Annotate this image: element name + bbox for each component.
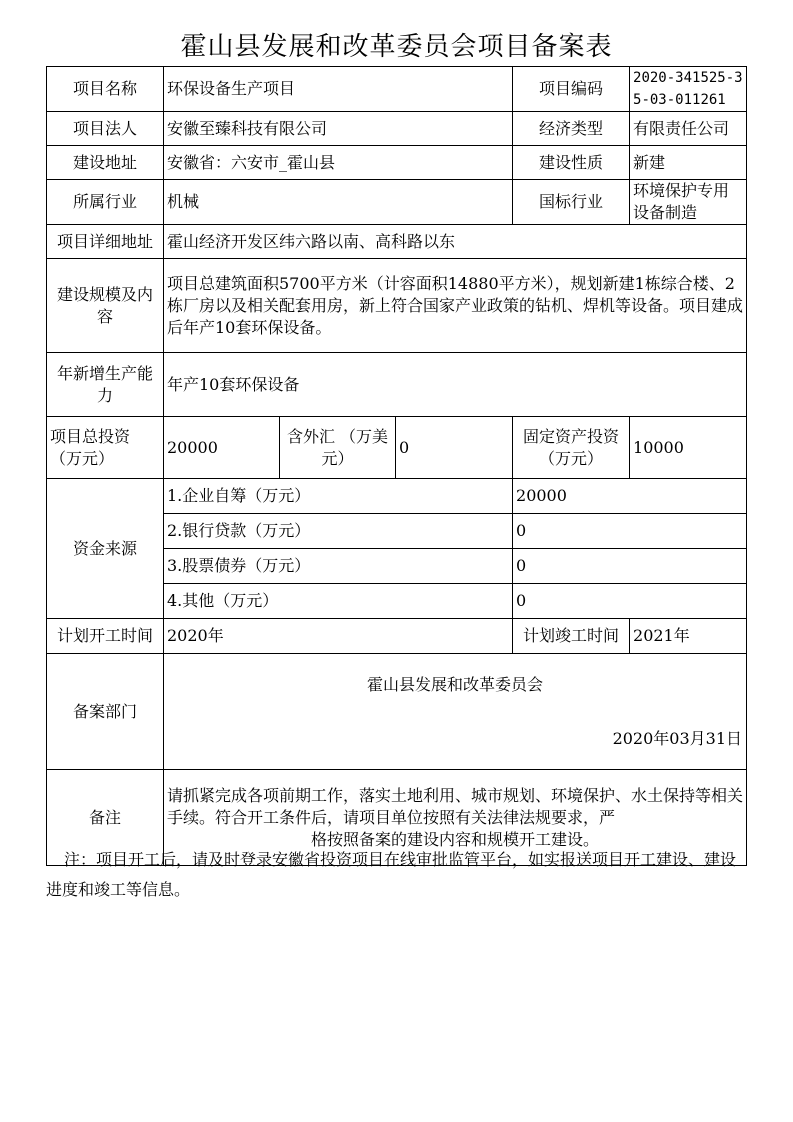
row-detail-address <box>47 225 747 259</box>
remarks-main: 请抓紧完成各项前期工作，落实土地利用、城市规划、环境保护、水土保持等相关手续。符合开工条件后，请项目单位按照有关法律法规要求，严 <box>167 785 744 827</box>
capacity-value: 年产10套环保设备 <box>164 353 747 417</box>
project-code-label: 项目编码 <box>513 67 630 112</box>
filing-date: 2020年03月31日 <box>612 729 743 748</box>
funding-item-value: 20000 <box>513 479 747 514</box>
economic-type-value: 有限责任公司 <box>630 112 747 146</box>
funding-item-value: 0 <box>513 514 747 549</box>
project-code-value: 2020-341525-35-03-011261 <box>630 67 747 112</box>
legal-person-value: 安徽至臻科技有限公司 <box>164 112 513 146</box>
remarks-label: 备注 <box>47 770 164 866</box>
funding-item-label: 4.其他（万元） <box>164 584 513 619</box>
footnote: 注：项目开工后，请及时登录安徽省投资项目在线审批监管平台，如实报送项目开工建设、建设进度和竣工等信息。 <box>46 850 737 899</box>
scale-value: 项目总建筑面积5700平方米（计容面积14880平方米），规划新建1栋综合楼、2栋厂房以及相关配套用房，新上符合国家产业政策的钻机、焊机等设备。项目建成后年产10套环保设备。 <box>164 259 747 353</box>
funding-item-label: 2.银行贷款（万元） <box>164 514 513 549</box>
total-investment-value: 20000 <box>164 417 280 479</box>
foreign-exchange-label: 含外汇 （万美元） <box>280 417 396 479</box>
industry-value: 机械 <box>164 180 513 225</box>
plan-finish-value: 2021年 <box>630 619 747 654</box>
filing-dept-name: 霍山县发展和改革委员会 <box>367 675 544 694</box>
national-industry-label: 国标行业 <box>513 180 630 225</box>
row-address <box>47 146 747 180</box>
construction-nature-label: 建设性质 <box>513 146 630 180</box>
detail-address-label: 项目详细地址 <box>47 225 164 259</box>
row-industry <box>47 180 747 225</box>
project-name-label: 项目名称 <box>47 67 164 112</box>
address-label: 建设地址 <box>47 146 164 180</box>
row-filing-dept <box>47 654 747 770</box>
capacity-label: 年新增生产能力 <box>47 353 164 417</box>
funding-item-label: 3.股票债券（万元） <box>164 549 513 584</box>
funding-item-label: 1.企业自筹（万元） <box>164 479 513 514</box>
national-industry-value: 环境保护专用设备制造 <box>630 180 747 225</box>
row-investment <box>47 417 747 479</box>
filing-form-table <box>46 66 747 866</box>
row-legal-person <box>47 112 747 146</box>
economic-type-label: 经济类型 <box>513 112 630 146</box>
row-scale <box>47 259 747 353</box>
row-project-name <box>47 67 747 112</box>
row-schedule <box>47 619 747 654</box>
funding-item-value: 0 <box>513 549 747 584</box>
funding-source-label: 资金来源 <box>47 479 164 619</box>
row-capacity <box>47 353 747 417</box>
remarks-last: 格按照备案的建设内容和规模开工建设。 <box>311 829 600 849</box>
plan-start-label: 计划开工时间 <box>47 619 164 654</box>
plan-start-value: 2020年 <box>164 619 513 654</box>
industry-label: 所属行业 <box>47 180 164 225</box>
plan-finish-label: 计划竣工时间 <box>513 619 630 654</box>
project-name-value: 环保设备生产项目 <box>164 67 513 112</box>
detail-address-value: 霍山经济开发区纬六路以南、高科路以东 <box>164 225 747 259</box>
funding-item-value: 0 <box>513 584 747 619</box>
legal-person-label: 项目法人 <box>47 112 164 146</box>
fixed-investment-value: 10000 <box>630 417 747 479</box>
filing-dept-cell <box>164 654 747 770</box>
scale-label: 建设规模及内容 <box>47 259 164 353</box>
construction-nature-value: 新建 <box>630 146 747 180</box>
filing-dept-label: 备案部门 <box>47 654 164 770</box>
total-investment-label: 项目总投资（万元） <box>47 417 164 479</box>
address-value: 安徽省：六安市_霍山县 <box>164 146 513 180</box>
funding-row <box>47 479 747 514</box>
foreign-exchange-value: 0 <box>396 417 513 479</box>
fixed-investment-label: 固定资产投资（万元） <box>513 417 630 479</box>
page-title: 霍山县发展和改革委员会项目备案表 <box>180 32 613 62</box>
